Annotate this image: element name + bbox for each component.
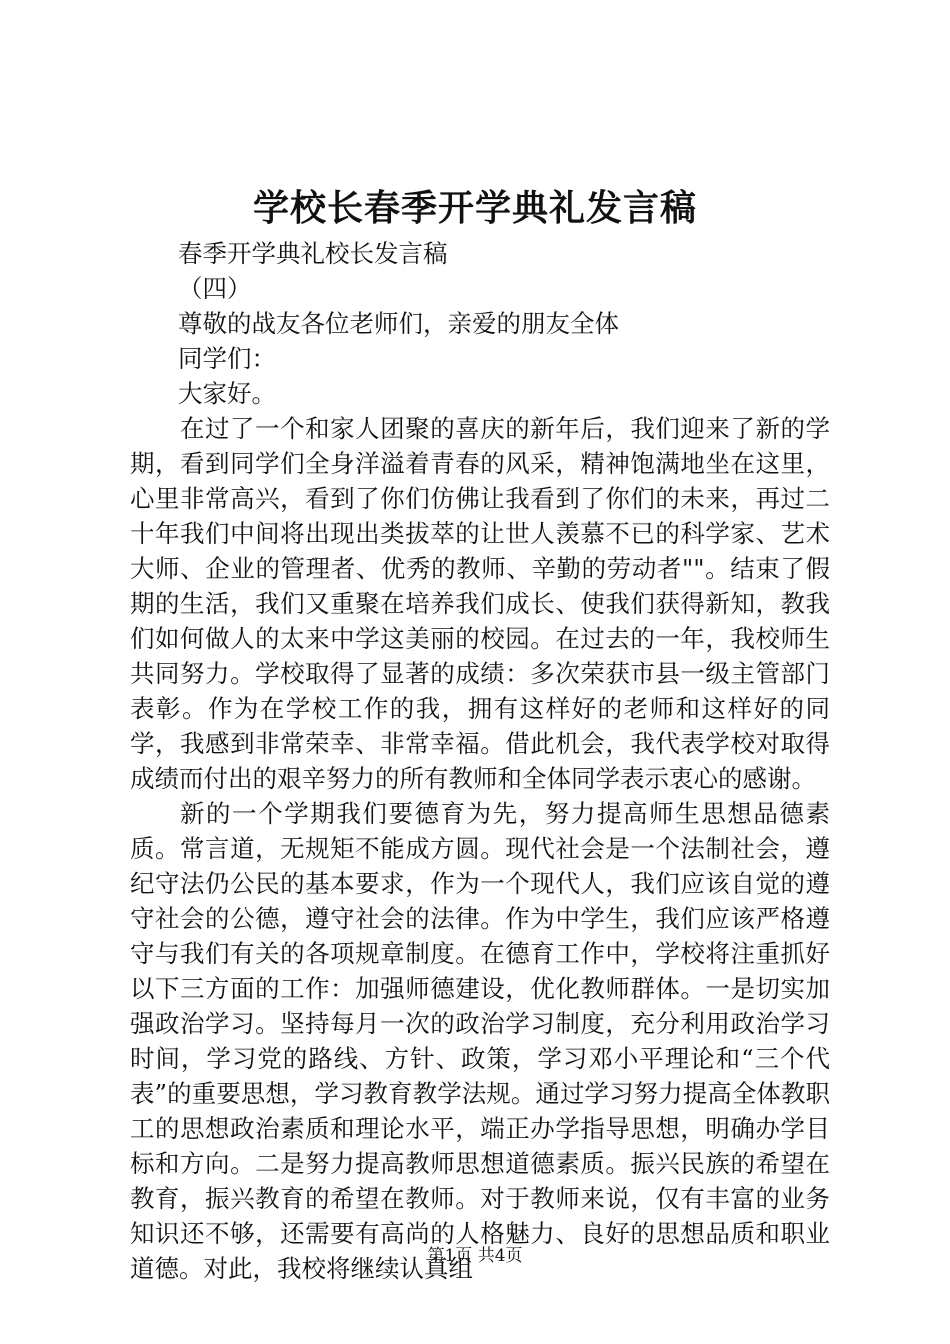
document-title: 学校长春季开学典礼发言稿 [252,187,697,229]
paragraph-1: 在过了一个和家人团聚的喜庆的新年后，我们迎来了新的学期，看到同学们全身洋溢着青春的风采，精神饱满地坐在这里，心里非常高兴，看到了你们仿佛让我看到了你们的未来，再过二十年我们中间将出现出类拔萃的让世人羡慕不已的科学家、艺术大师、企业的管理者、优秀的教师、辛勤的劳动者""。结束了假期的生活，我们又重聚在培养我们成长、使我们获得新知，教我们如何做人的太来中学这美丽的校园。在过去的一年，我校师生共同努力。学校取得了显著的成绩：多次荣获市县一级主管部门表彰。作为在学校工作的我，拥有这样好的老师和这样好的同学，我感到非常荣幸、非常幸福。借此机会，我代表学校对取得成绩而付出的艰辛努力的所有教师和全体同学表示衷心的感谢。 [130,414,830,793]
paragraph-2: 新的一个学期我们要德育为先，努力提高师生思想品德素质。常言道，无规矩不能成方圆。现代社会是一个法制社会，遵纪守法仍公民的基本要求，作为一个现代人，我们应该自觉的遵守社会的公德，遵守社会的法律。作为中学生，我们应该严格遵守与我们有关的各项规章制度。在德育工作中，学校将注重抓好以下三方面的工作：加强师德建设，优化教师群体。一是切实加强政治学习。坚持每月一次的政治学习制度，充分利用政治学习时间，学习党的路线、方针、政策，学习邓小平理论和“三个代表”的重要思想，学习教育教学法规。通过学习努力提高全体教职工的思想政治素质和理论水平，端正办学指导思想，明确办学目标和方向。二是努力提高教师思想道德素质。振兴民族的希望在教育，振兴教育的希望在教师。对于教师来说，仅有丰富的业务知识还不够，还需要有高尚的人格魅力、良好的思想品质和职业道德。对此，我校将继续认真组 [130,799,830,1283]
intro-line-salutation: 尊敬的战友各位老师们，亲爱的朋友全体 [178,309,619,338]
intro-line-subtitle: 春季开学典礼校长发言稿 [178,239,448,268]
document-body [130,236,830,1286]
intro-line-number: （四） [178,274,252,303]
intro-line-greeting: 大家好。 [178,379,276,408]
intro-line-salutation-cont: 同学们： [178,344,276,373]
page-number-footer: 第1页 共4页 [427,1246,523,1266]
